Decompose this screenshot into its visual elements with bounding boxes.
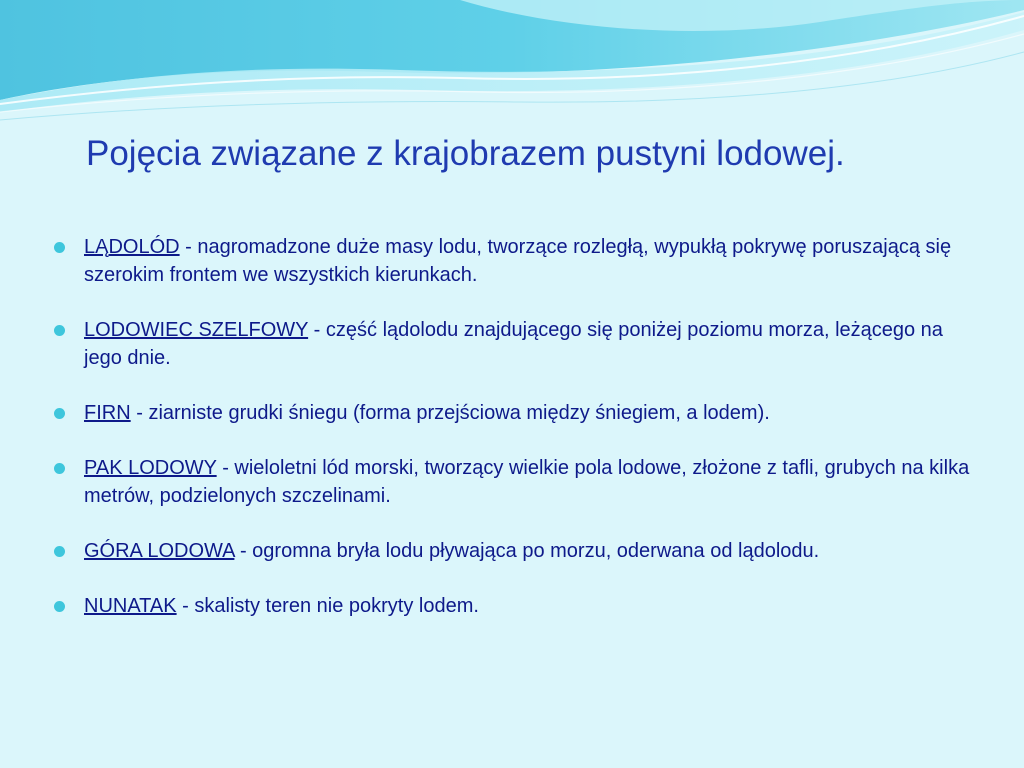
term-link[interactable]: LĄDOLÓD [84,236,180,258]
list-item [52,316,982,372]
list-item [52,454,982,510]
term-link[interactable]: FIRN [84,402,131,424]
list-item [52,592,982,620]
definition-list [52,233,982,620]
term-definition: - ziarniste grudki śniegu (forma przejściowa między śniegiem, a lodem). [130,402,770,424]
slide-title: Pojęcia związane z krajobrazem pustyni lodowej. [86,134,845,173]
bullet-dot-icon [54,408,65,419]
term-link[interactable]: NUNATAK [84,595,177,617]
bullet-dot-icon [54,463,65,474]
term-link[interactable]: PAK LODOWY [84,457,217,479]
term-definition: - nagromadzone duże masy lodu, tworzące rozległą, wypukłą pokrywę poruszającą się szerokim frontem we wszystkich kierunkach. [84,236,952,286]
header-wave-decoration [0,0,1024,130]
term-definition: - część lądolodu znajdującego się poniżej poziomu morza, leżącego na jego dnie. [84,319,943,369]
term-link[interactable]: GÓRA LODOWA [84,540,235,562]
bullet-dot-icon [54,546,65,557]
term-definition: - skalisty teren nie pokryty lodem. [176,595,479,617]
bullet-dot-icon [54,242,65,253]
list-item [52,233,982,289]
list-item [52,399,982,427]
bullet-dot-icon [54,601,65,612]
list-item [52,537,982,565]
term-definition: - ogromna bryła lodu pływająca po morzu, oderwana od lądolodu. [234,540,820,562]
term-definition: - wieloletni lód morski, tworzący wielkie pola lodowe, złożone z tafli, grubych na kilka metrów, podzielonych szczelinami. [84,457,970,507]
term-link[interactable]: LODOWIEC SZELFOWY [84,319,309,341]
bullet-dot-icon [54,325,65,336]
